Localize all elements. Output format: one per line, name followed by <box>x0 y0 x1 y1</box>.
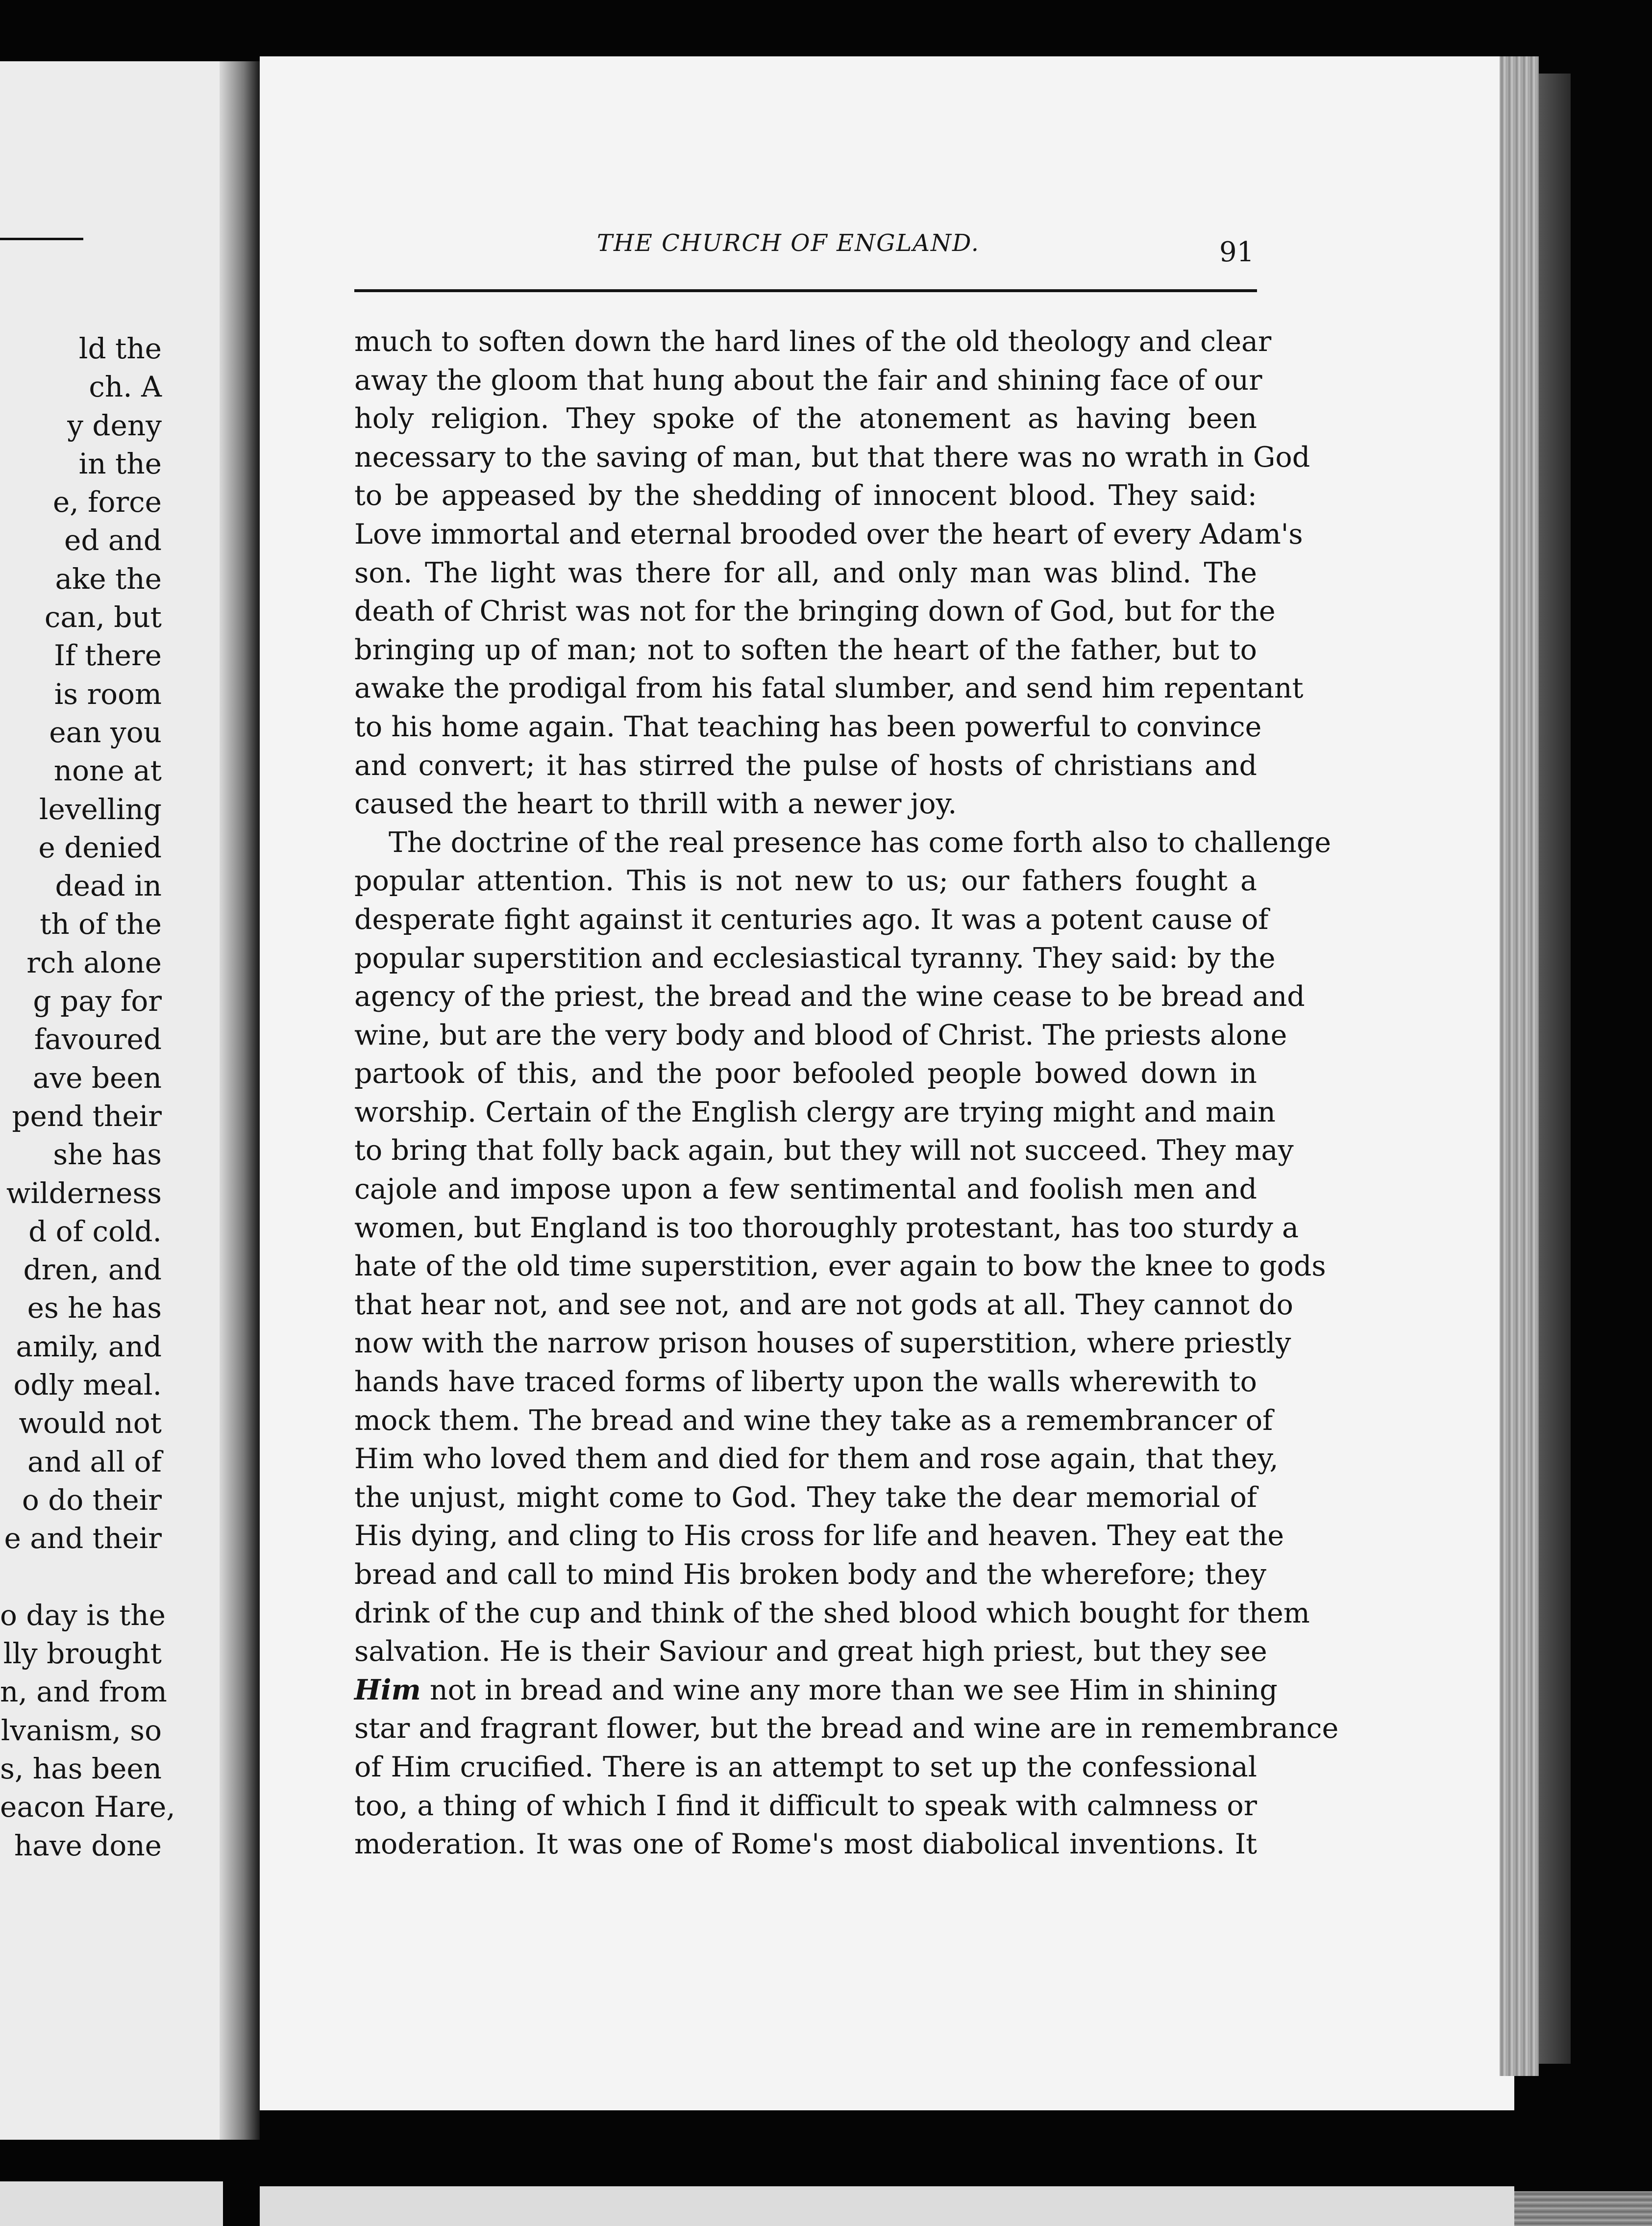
text-line: popular superstition and ecclesiastical tyranny. They said: by the <box>354 942 1276 975</box>
left-line: lly brought <box>3 1637 162 1671</box>
text-line: partook of this, and the poor befooled people bowed down in <box>354 1057 1257 1090</box>
text-line: away the gloom that hung about the fair and shining face of our <box>354 364 1262 397</box>
left-line: can, but <box>44 600 162 634</box>
text-line: bringing up of man; not to soften the heart of the father, but to <box>354 633 1257 666</box>
text-line: cajole and impose upon a few sentimental and foolish men and <box>354 1173 1257 1206</box>
left-line: ake the <box>55 562 162 596</box>
left-line: ean you <box>49 715 162 749</box>
text-line: of Him crucified. There is an attempt to set up the confessional <box>354 1751 1257 1783</box>
text-line: drink of the cup and think of the shed blood which bought for them <box>354 1597 1310 1629</box>
page-edges-shadow <box>1539 74 1571 2064</box>
left-line: rch alone <box>26 946 162 979</box>
left-line: she has <box>53 1138 162 1172</box>
left-line: amily, and <box>16 1329 162 1363</box>
text-line: women, but England is too thoroughly protestant, has too sturdy a <box>354 1211 1299 1244</box>
body-text <box>354 323 1339 1864</box>
left-line: ld the <box>78 332 162 365</box>
left-line: y deny <box>67 408 162 442</box>
text-line: awake the prodigal from his fatal slumber, and send him repentant <box>354 672 1304 705</box>
text-line: now with the narrow prison houses of superstition, where priestly <box>354 1327 1291 1360</box>
left-line: th of the <box>40 907 162 941</box>
left-line: e and their <box>4 1522 162 1555</box>
left-line: levelling <box>39 792 162 826</box>
text-line: son. The light was there for all, and only man was blind. The <box>354 556 1257 589</box>
left-line: es he has <box>27 1291 162 1325</box>
text-line: to his home again. That teaching has been powerful to convince <box>354 710 1262 743</box>
bottom-page-edges <box>1514 2191 1652 2226</box>
left-line: g pay for <box>33 984 162 1018</box>
left-line: ed and <box>64 524 162 557</box>
text-line: holy religion. They spoke of the atonement as having been <box>354 402 1257 435</box>
left-line: d of cold. <box>28 1214 162 1248</box>
left-line: dead in <box>55 869 162 903</box>
text-line: necessary to the saving of man, but that there was no wrath in God <box>354 441 1310 474</box>
left-line <box>0 1558 162 1596</box>
text-line: too, a thing of which I find it difficult to speak with calmness or <box>354 1789 1257 1822</box>
left-line: is room <box>54 677 162 711</box>
text-line: much to soften down the hard lines of the old theology and clear <box>354 325 1272 358</box>
left-line: pend their <box>12 1099 162 1133</box>
book-gutter <box>220 61 260 2140</box>
left-line: none at <box>53 754 162 788</box>
left-line: o do their <box>22 1483 162 1517</box>
text-line: star and fragrant flower, but the bread and wine are in remembrance <box>354 1712 1339 1745</box>
left-line: wilderness <box>6 1176 162 1210</box>
text-line: wine, but are the very body and blood of Christ. The priests alone <box>354 1019 1287 1051</box>
left-line: s, has been <box>0 1751 162 1785</box>
left-line: If there <box>54 639 162 673</box>
text-line: to be appeased by the shedding of innocent blood. They said: <box>354 479 1257 512</box>
text-line: agency of the priest, the bread and the wine cease to be bread and <box>354 980 1305 1013</box>
left-line: e denied <box>38 830 162 864</box>
page-number: 91 <box>1219 236 1255 268</box>
running-head: THE CHURCH OF ENGLAND. <box>597 229 980 257</box>
left-line: e, force <box>52 485 162 519</box>
text-line: hands have traced forms of liberty upon the walls wherewith to <box>354 1366 1257 1399</box>
text-line: to bring that folly back again, but they will not succeed. They may <box>354 1134 1294 1167</box>
left-line: o day is the <box>0 1598 166 1632</box>
text-line: the unjust, might come to God. They take the dear memorial of <box>354 1481 1257 1514</box>
header-rule <box>354 289 1257 292</box>
text-line: death of Christ was not for the bringing down of God, but for the <box>354 595 1276 628</box>
left-line: dren, and <box>23 1253 162 1287</box>
text-line: worship. Certain of the English clergy are trying might and main <box>354 1096 1276 1128</box>
left-line: eacon Hare, <box>0 1790 175 1824</box>
text-line: popular attention. This is not new to us; our fathers fought a <box>354 865 1257 898</box>
left-line: ave been <box>32 1061 162 1095</box>
left-line: have done <box>14 1828 162 1862</box>
text-line: moderation. It was one of Rome's most diabolical inventions. It <box>354 1828 1257 1861</box>
left-page-bottom-edge <box>0 2181 223 2226</box>
text-line: caused the heart to thrill with a newer joy. <box>354 788 957 821</box>
left-line: lvanism, so <box>0 1713 162 1747</box>
text-line: salvation. He is their Saviour and great high priest, but they see <box>354 1635 1267 1668</box>
text-line-rest: not in bread and wine any more than we see Him in shining <box>429 1674 1278 1706</box>
text-line: desperate fight against it centuries ago. It was a potent cause of <box>354 903 1269 936</box>
text-line: The doctrine of the real presence has come forth also to challenge <box>389 826 1331 859</box>
left-line: in the <box>78 447 162 480</box>
left-line: odly meal. <box>13 1368 162 1402</box>
left-page-text <box>0 329 175 1865</box>
text-line: that hear not, and see not, and are not gods at all. They cannot do <box>354 1288 1293 1321</box>
left-page-rule <box>0 238 83 240</box>
text-line: mock them. The bread and wine they take as a remembrancer of <box>354 1404 1273 1437</box>
text-line-with-italic <box>354 1671 1278 1710</box>
left-line: would not <box>19 1406 162 1440</box>
text-line: hate of the old time superstition, ever again to bow the knee to gods <box>354 1250 1326 1283</box>
text-line: and convert; it has stirred the pulse of hosts of christians and <box>354 749 1257 782</box>
left-line: and all of <box>27 1445 162 1478</box>
left-line: favoured <box>34 1023 162 1056</box>
text-line: Him who loved them and died for them and rose again, that they, <box>354 1443 1279 1476</box>
page-edges <box>1500 56 1539 2076</box>
italic-word: Him <box>354 1673 421 1706</box>
text-line: Love immortal and eternal brooded over the heart of every Adam's <box>354 518 1303 550</box>
left-line: n, and from <box>0 1675 167 1709</box>
text-line: His dying, and cling to His cross for life and heaven. They eat the <box>354 1520 1284 1552</box>
text-line: bread and call to mind His broken body and the wherefore; they <box>354 1558 1267 1591</box>
next-page-bottom-edge <box>260 2186 1514 2226</box>
left-line: ch. A <box>89 370 162 404</box>
